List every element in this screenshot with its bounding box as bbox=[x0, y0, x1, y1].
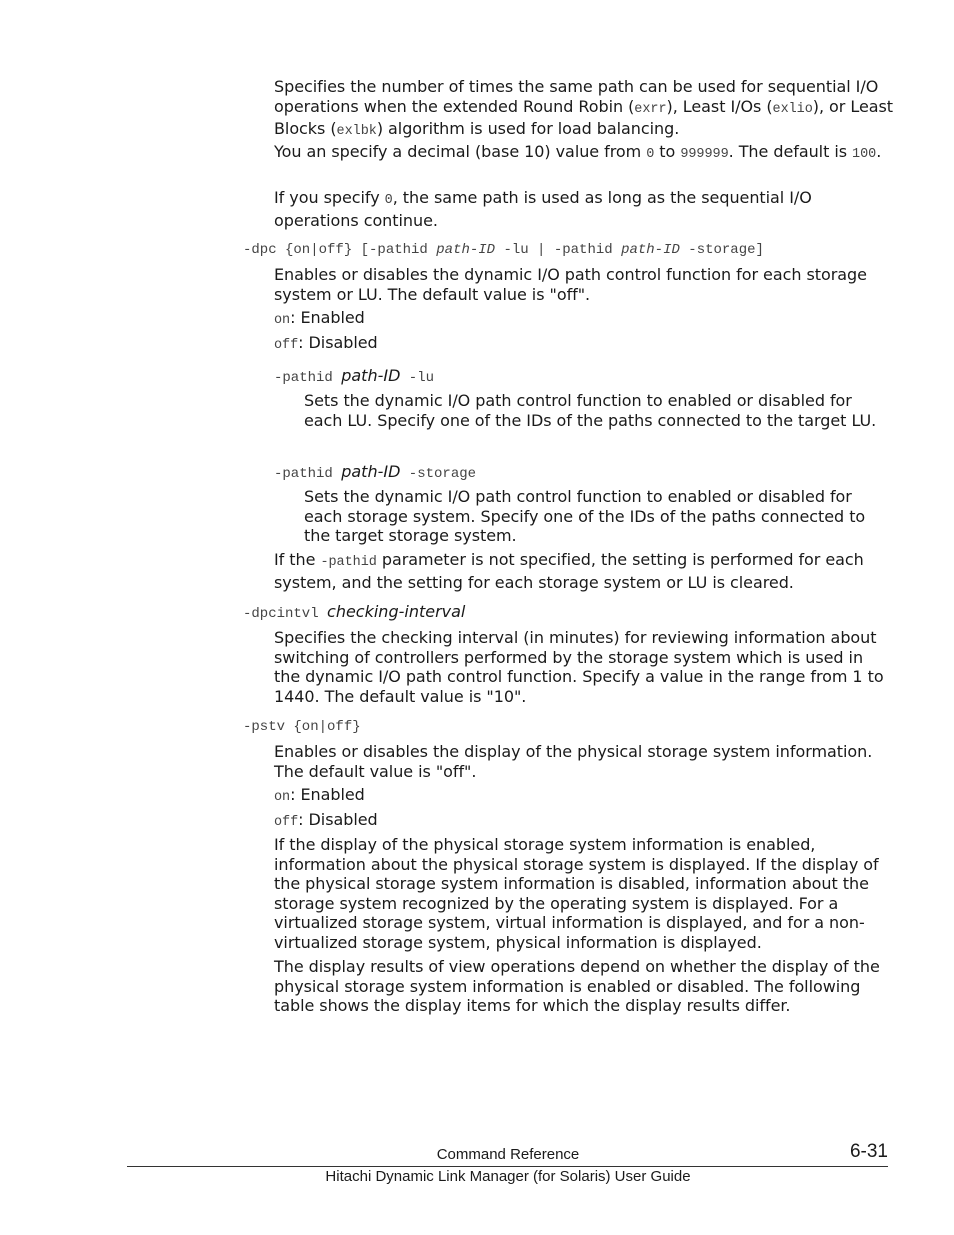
term-variable: path-ID bbox=[341, 366, 401, 385]
text: parameter is not specified, the setting is performed for each system, and the setting for each storage system or LU is cleared. bbox=[274, 550, 864, 592]
text: -storage bbox=[400, 466, 477, 482]
code-on: on bbox=[274, 313, 291, 328]
code-pathid: -pathid bbox=[320, 555, 377, 570]
paragraph-specify-zero bbox=[274, 188, 894, 230]
text: -dpc {on|off} [-pathid bbox=[243, 242, 437, 258]
text: -dpcintvl bbox=[243, 606, 328, 622]
text: ), or Least Blocks ( bbox=[274, 96, 894, 139]
text: . bbox=[876, 142, 882, 161]
footer-divider bbox=[127, 1166, 888, 1167]
text: Specifies the number of times the same path can be used for sequential I/O operations when the extended Round Robin ( bbox=[274, 77, 879, 116]
text: : Disabled bbox=[298, 810, 378, 829]
text: to bbox=[654, 142, 681, 161]
text: -pathid bbox=[274, 466, 342, 482]
text: You an specify a decimal (base 10) value from bbox=[274, 142, 647, 161]
text: If you specify bbox=[274, 188, 385, 207]
text: ) algorithm is used for load balancing. bbox=[376, 119, 680, 139]
term-variable: path-ID bbox=[436, 242, 496, 258]
code-exlio: exlio bbox=[772, 101, 813, 117]
text: : Enabled bbox=[290, 308, 365, 327]
paragraph-pathid-storage-description: Sets the dynamic I/O path control function to enabled or disabled for each storage system. Specify one of the IDs of the paths connected to the target storage system. bbox=[304, 487, 866, 546]
paragraph-pathid-not-specified bbox=[274, 550, 894, 592]
option-on-enabled bbox=[274, 308, 894, 331]
paragraph-value-range bbox=[274, 142, 894, 165]
term-variable: path-ID bbox=[621, 242, 680, 258]
paragraph-pathid-lu-description: Sets the dynamic I/O path control function to enabled or disabled for each LU. Specify one of the IDs of the paths connected to the target LU. bbox=[304, 391, 877, 430]
term-variable: checking-interval bbox=[327, 602, 466, 621]
term-dpc bbox=[243, 241, 903, 260]
code-min: 0 bbox=[646, 147, 655, 162]
code-exlbk: exlbk bbox=[336, 124, 377, 140]
footer-section-title: Command Reference bbox=[436, 1146, 580, 1163]
text: -pathid bbox=[274, 370, 342, 386]
paragraph-dpcintvl-description: Specifies the checking interval (in minutes) for reviewing information about switching of controllers performed by the storage system which is used in the dynamic I/O path control function. Specify a value in the range from 1 to 1440. The default value is "10". bbox=[274, 628, 884, 706]
term-variable: path-ID bbox=[341, 462, 401, 481]
text: If the bbox=[274, 550, 321, 569]
term-pathid-lu bbox=[274, 366, 934, 388]
page-number: 6-31 bbox=[849, 1141, 888, 1162]
text: ), Least I/Os ( bbox=[666, 96, 773, 116]
paragraph-view-results: The display results of view operations depend on whether the display of the physical storage system information is enabled or disabled. The following table shows the display items for which the display results differ. bbox=[274, 957, 880, 1016]
code-on: on bbox=[274, 790, 291, 805]
paragraph-pstv-details: If the display of the physical storage system information is enabled, information about the physical storage system is displayed. If the display of the physical storage system information is disabled, information about the storage system recognized by the operating system is displayed. For a virtualized storage system, virtual information is displayed, and for a non-virtualized storage system, physical information is displayed. bbox=[274, 835, 879, 952]
option-on-enabled bbox=[274, 785, 894, 808]
code-off: off bbox=[274, 815, 299, 830]
term-dpcintvl bbox=[243, 602, 903, 624]
option-off-disabled bbox=[274, 333, 894, 356]
text: -storage] bbox=[679, 242, 764, 258]
text: -lu bbox=[400, 370, 435, 386]
code-exrr: exrr bbox=[634, 101, 667, 117]
code-zero: 0 bbox=[384, 193, 393, 208]
text: -lu | -pathid bbox=[495, 242, 622, 258]
option-off-disabled bbox=[274, 810, 894, 833]
text: : Enabled bbox=[290, 785, 365, 804]
text: : Disabled bbox=[298, 333, 378, 352]
term-pstv: -pstv {on|off} bbox=[243, 719, 361, 735]
paragraph-dpc-description: Enables or disables the dynamic I/O path control function for each storage system or LU. The default value is "off". bbox=[274, 265, 867, 304]
paragraph-sequential-count bbox=[274, 77, 894, 142]
footer-guide-title: Hitachi Dynamic Link Manager (for Solaris) User Guide bbox=[325, 1168, 691, 1185]
paragraph-pstv-description: Enables or disables the display of the physical storage system information. The default value is "off". bbox=[274, 742, 873, 781]
text: . The default is bbox=[728, 142, 853, 161]
code-off: off bbox=[274, 338, 299, 353]
term-pathid-storage bbox=[274, 462, 934, 484]
code-max: 999999 bbox=[680, 147, 729, 162]
code-default: 100 bbox=[852, 147, 877, 162]
text: , the same path is used as long as the sequential I/O operations continue. bbox=[274, 188, 812, 230]
